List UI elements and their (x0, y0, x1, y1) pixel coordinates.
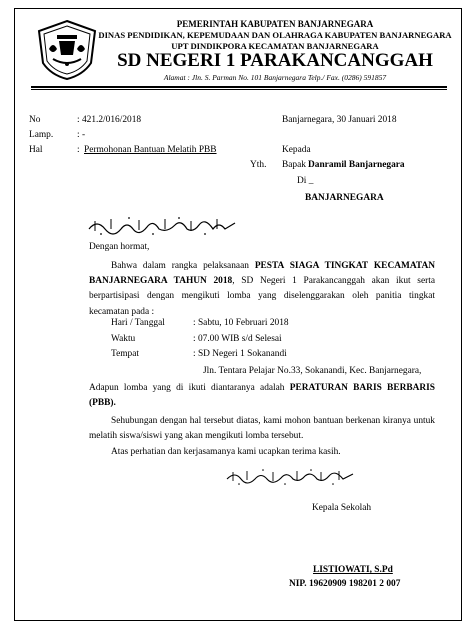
no-value: : 421.2/016/2018 (77, 115, 142, 125)
header-rule-thick (31, 86, 447, 88)
paragraph-2-text: Adapun lomba yang di ikuti diantaranya adalah (89, 383, 285, 393)
header-department: DINAS PENDIDIKAN, KEPEMUDAAN DAN OLAHRAGA KABUPATEN BANJARNEGARA (98, 30, 452, 40)
regency-emblem (35, 19, 99, 81)
header-rule-thin (31, 89, 447, 90)
competition-name: PERATURAN BARIS BERBARIS (PBB). (89, 383, 435, 409)
paragraph-1-rest: , SD Negeri 1 Parakancanggah akan ikut serta berpartisipasi dengan mengikuti lomba yang diselenggarakan oleh panitia tingkat kecamatan pada : (89, 276, 435, 317)
greeting: Dengan hormat, (89, 242, 150, 252)
detail-label-date: Hari / Tanggal (111, 318, 165, 328)
recipient-bapak: Bapak (282, 160, 306, 170)
event-name: PESTA SIAGA TINGKAT KECAMATAN BANJARNEGARA TAHUN 2018 (89, 261, 435, 287)
hal-label: Hal (29, 145, 43, 155)
recipient-city: BANJARNEGARA (305, 193, 384, 203)
closing-salam-calligraphy (225, 467, 355, 490)
paragraph-2 (89, 381, 435, 411)
paragraph-4: Atas perhatian dan kerjasamanya kami ucapkan terima kasih. (111, 447, 341, 457)
letter-page (14, 8, 462, 621)
no-label: No (29, 115, 41, 125)
recipient-kepada: Kepada (282, 145, 311, 155)
detail-value-place: : SD Negeri 1 Sokanandi (193, 349, 287, 359)
hal-value: Permohonan Bantuan Melatih PBB (84, 145, 217, 155)
header-government: PEMERINTAH KABUPATEN BANJARNEGARA (176, 19, 374, 29)
closing-title: Kepala Sekolah (312, 503, 372, 513)
opening-salam-calligraphy (87, 215, 237, 240)
header-address: Alamat : Jln. S. Parman No. 101 Banjarnegara Telp./ Fax. (0286) 591857 (163, 73, 387, 82)
paragraph-1-intro: Bahwa dalam rangka pelaksanaan (111, 261, 249, 271)
recipient-name: Danramil Banjarnegara (308, 160, 405, 170)
recipient-yth: Yth. (250, 160, 267, 170)
detail-label-time: Waktu (111, 334, 136, 344)
lamp-label: Lamp. (29, 130, 54, 140)
place-date: Banjarnegara, 30 Januari 2018 (282, 115, 397, 125)
detail-value-date: : Sabtu, 10 Februari 2018 (193, 318, 289, 328)
header-unit: UPT DINDIKPORA KECAMATAN BANJARNEGARA (171, 41, 379, 51)
detail-label-place: Tempat (111, 349, 139, 359)
recipient-di: Di _ (297, 176, 314, 186)
hal-colon: : (77, 145, 80, 155)
header-school-name: SD NEGERI 1 PARAKANCANGGAH (117, 50, 433, 71)
paragraph-1 (89, 259, 435, 320)
lamp-value: : - (77, 130, 86, 140)
detail-place-address: Jln. Tentara Pelajar No.33, Sokanandi, Kec. Banjarnegara, (203, 366, 422, 376)
signatory-nip: NIP. 19620909 198201 2 007 (289, 579, 401, 589)
paragraph-3: Sehubungan dengan hal tersebut diatas, kami mohon bantuan berkenan kiranya untuk melatih siswa/siswi yang akan mengikuti lomba tersebut. (89, 416, 435, 442)
signatory-name: LISTIOWATI, S.Pd (313, 565, 393, 575)
detail-value-time: : 07.00 WIB s/d Selesai (193, 334, 282, 344)
